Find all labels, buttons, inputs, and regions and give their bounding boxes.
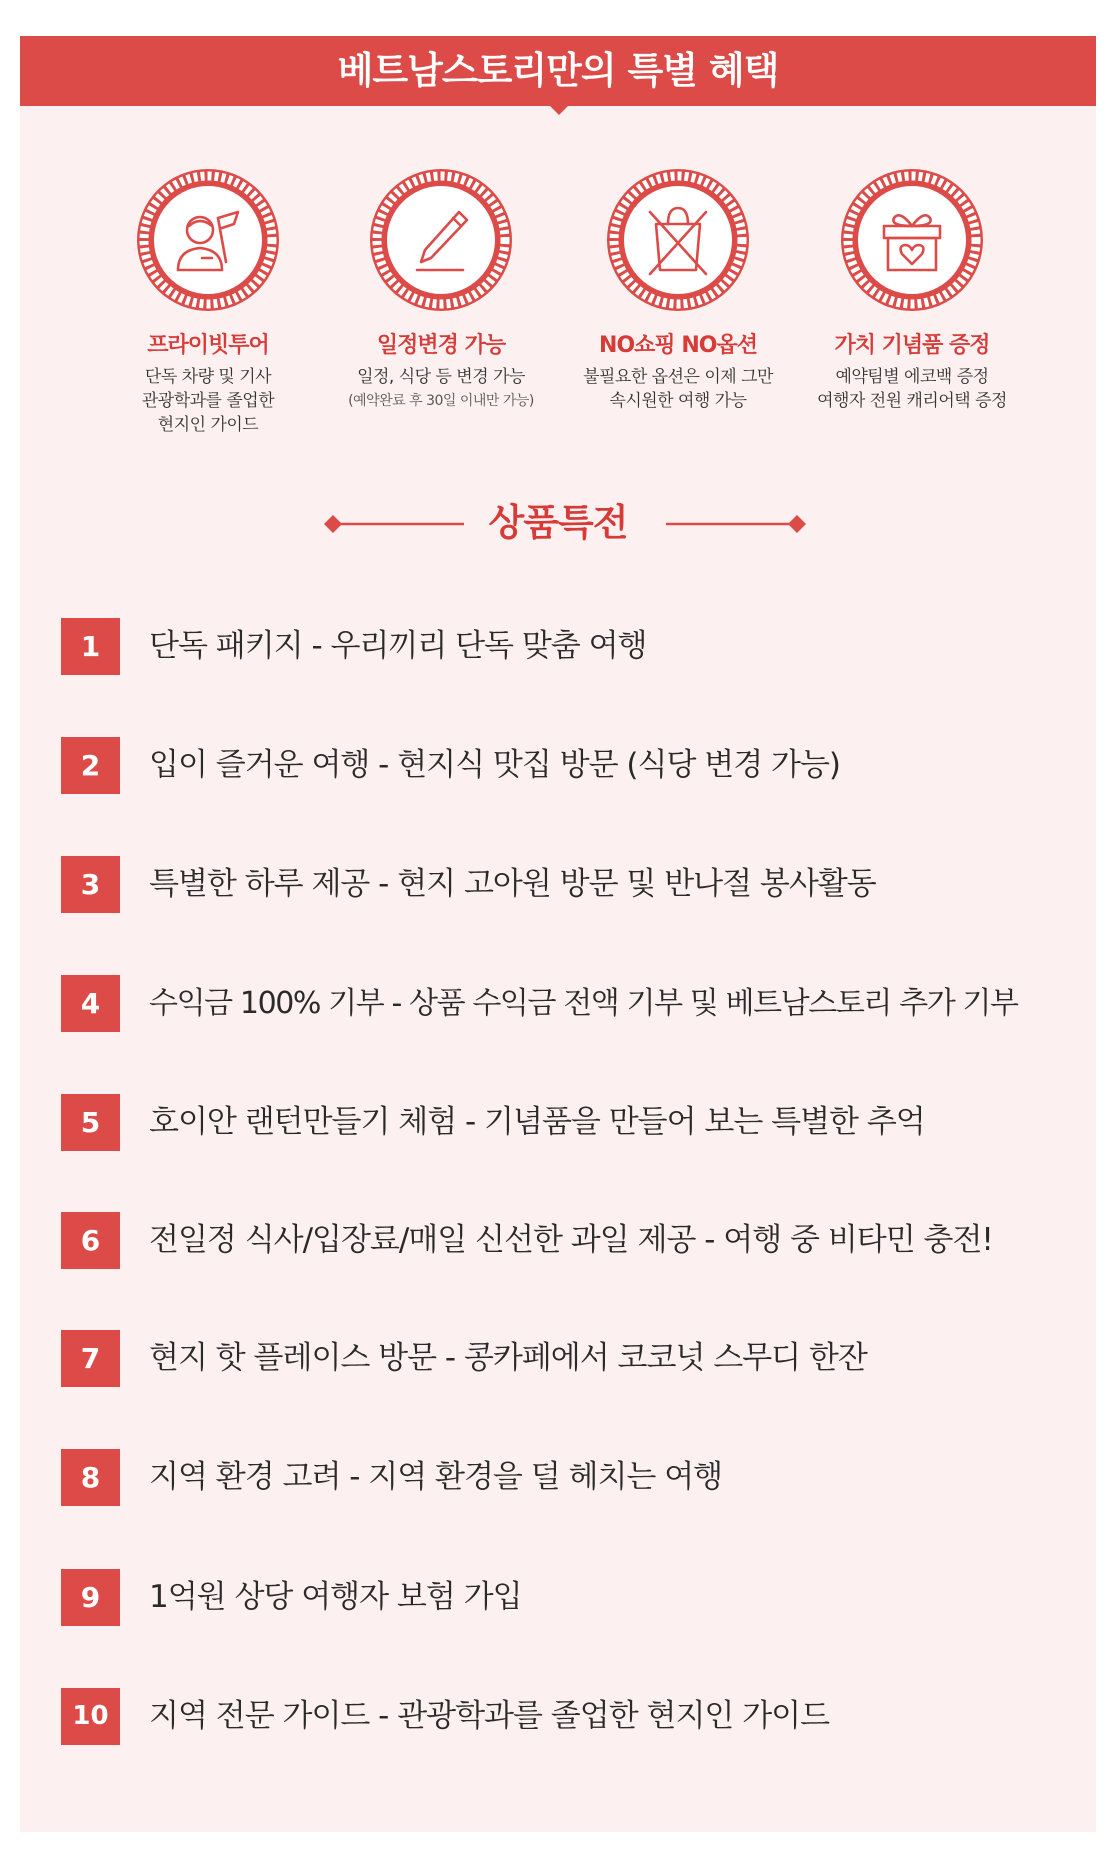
feature-item (61, 1449, 1091, 1506)
benefit-title: 프라이빗투어 (147, 333, 269, 358)
feature-number: 2 (61, 737, 120, 794)
benefit-desc (316, 365, 566, 413)
benefit-desc-line: 단독 차량 및 기사 (144, 367, 272, 387)
tour-guide-flag-icon (134, 166, 282, 314)
benefit-schedule-change (316, 166, 566, 413)
feature-item (61, 618, 1091, 675)
benefit-desc-line: 여행자 전원 캐리어택 증정 (817, 391, 1007, 411)
feature-text: 현지 핫 플레이스 방문 - 콩카페에서 코코넛 스무디 한잔 (149, 1340, 867, 1376)
feature-number: 10 (61, 1688, 120, 1745)
feature-item (61, 1688, 1091, 1745)
no-shopping-bag-icon (604, 166, 752, 314)
benefit-desc-line: 현지인 가이드 (157, 415, 259, 435)
feature-text: 지역 환경 고려 - 지역 환경을 덜 헤치는 여행 (149, 1459, 723, 1495)
feature-number: 9 (61, 1569, 120, 1626)
benefit-desc-line: 관광학과를 졸업한 (141, 391, 275, 411)
feature-text: 1억원 상당 여행자 보험 가입 (149, 1579, 522, 1615)
feature-number: 6 (61, 1212, 120, 1269)
feature-item (61, 1330, 1091, 1387)
feature-text: 전일정 식사/입장료/매일 신선한 과일 제공 - 여행 중 비타민 충전! (149, 1222, 993, 1258)
benefit-souvenir (787, 166, 1037, 413)
feature-text: 호이안 랜턴만들기 체험 - 기념품을 만들어 보는 특별한 추억 (149, 1104, 925, 1140)
feature-item (61, 1212, 1091, 1269)
feature-number: 3 (61, 856, 120, 913)
benefits-panel (20, 36, 1096, 1832)
benefit-desc (553, 365, 803, 413)
banner-title: 베트남스토리만의 특별 혜택 (20, 36, 1096, 106)
benefit-title: NO쇼핑 NO옵션 (599, 333, 757, 358)
feature-item (61, 856, 1091, 913)
benefit-desc-line: 예약팀별 에코백 증정 (835, 367, 989, 387)
feature-item (61, 1569, 1091, 1626)
feature-number: 1 (61, 618, 120, 675)
feature-number: 5 (61, 1094, 120, 1151)
feature-number: 8 (61, 1449, 120, 1506)
benefit-no-shopping (553, 166, 803, 413)
section-title: 상품특전 (488, 501, 628, 544)
benefit-desc-line: 일정, 식당 등 변경 가능 (357, 367, 525, 387)
feature-number: 4 (61, 975, 120, 1032)
feature-item (61, 975, 1091, 1032)
feature-text: 지역 전문 가이드 - 관광학과를 졸업한 현지인 가이드 (149, 1698, 830, 1734)
benefit-desc (83, 365, 333, 437)
pen-icon (367, 166, 515, 314)
feature-item (61, 737, 1091, 794)
benefit-desc (787, 365, 1037, 413)
benefit-title: 일정변경 가능 (376, 333, 506, 358)
benefit-title: 가치 기념품 증정 (834, 333, 990, 358)
benefit-private-tour (83, 166, 333, 437)
ornament-right (666, 514, 806, 534)
feature-item (61, 1094, 1091, 1151)
feature-number: 7 (61, 1330, 120, 1387)
benefit-note: (예약완료 후 30일 이내만 가능) (348, 393, 534, 409)
feature-text: 단독 패키지 - 우리끼리 단독 맞춤 여행 (149, 628, 647, 664)
feature-text: 수익금 100% 기부 - 상품 수익금 전액 기부 및 베트남스토리 추가 기부 (149, 986, 1018, 1021)
feature-text: 입이 즐거운 여행 - 현지식 맛집 방문 (식당 변경 가능) (149, 747, 840, 783)
benefit-desc-line: 속시원한 여행 가능 (609, 391, 747, 411)
banner-notch (550, 106, 568, 115)
gift-box-icon (838, 166, 986, 314)
benefit-desc-line: 불필요한 옵션은 이제 그만 (583, 367, 773, 387)
feature-text: 특별한 하루 제공 - 현지 고아원 방문 및 반나절 봉사활동 (149, 866, 876, 902)
